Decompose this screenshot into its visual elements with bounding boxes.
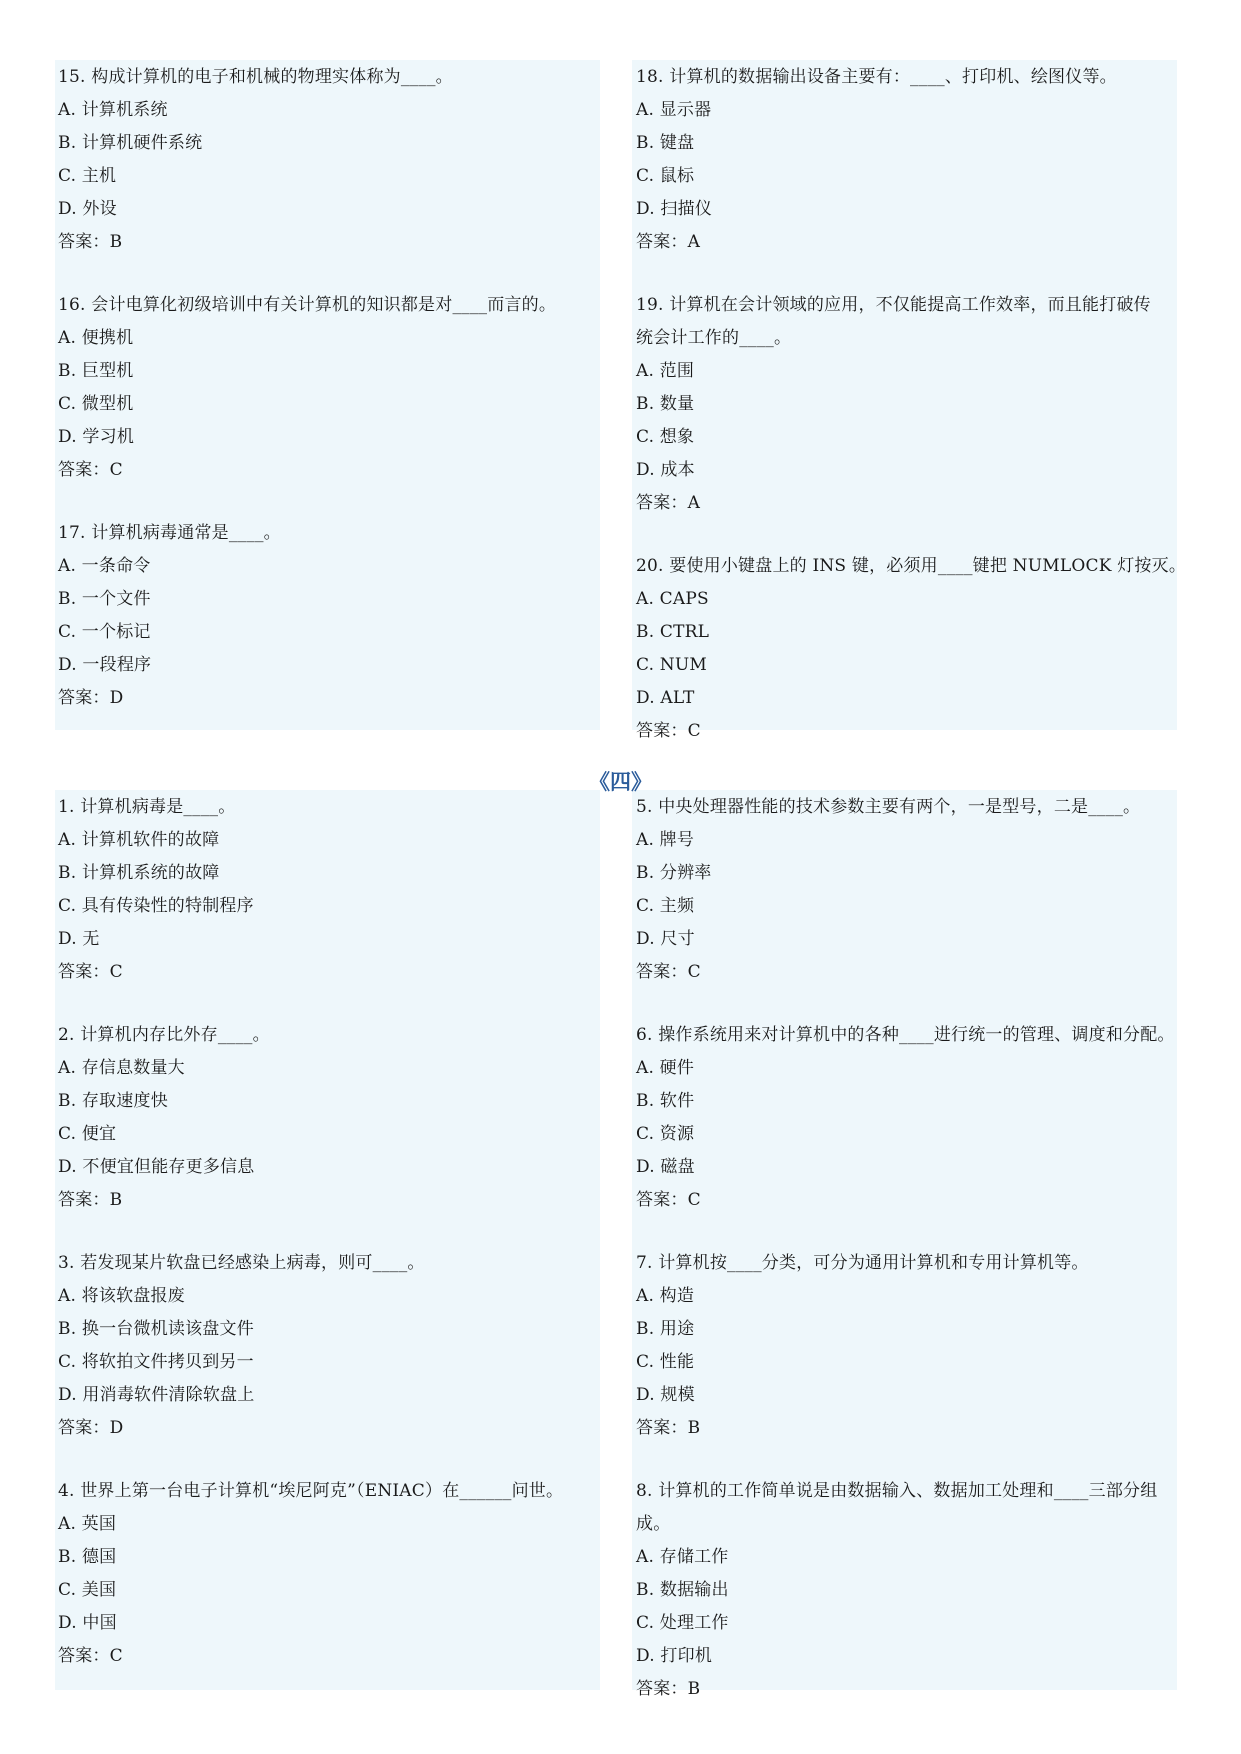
answer-option: A. 一条命令	[58, 556, 151, 576]
answer-key: 答案：C	[58, 460, 123, 480]
question-stem: 16. 会计电算化初级培训中有关计算机的知识都是对____而言的。	[58, 295, 557, 315]
question-stem: 成。	[636, 1514, 671, 1534]
answer-option: A. 存信息数量大	[58, 1058, 185, 1078]
answer-key: 答案：A	[636, 232, 701, 252]
answer-option: D. 尺寸	[636, 929, 695, 949]
answer-option: A. 将该软盘报废	[58, 1286, 185, 1306]
answer-option: A. 牌号	[636, 830, 695, 850]
question-block	[636, 61, 1196, 259]
answer-option: B. 数量	[636, 394, 695, 414]
question-stem: 6. 操作系统用来对计算机中的各种____进行统一的管理、调度和分配。	[636, 1025, 1175, 1045]
question-stem: 17. 计算机病毒通常是____。	[58, 523, 281, 543]
answer-option: C. 性能	[636, 1352, 695, 1372]
answer-option: C. 鼠标	[636, 166, 695, 186]
answer-option: B. 计算机硬件系统	[58, 133, 203, 153]
question-stem: 5. 中央处理器性能的技术参数主要有两个，一是型号，二是____。	[636, 797, 1141, 817]
question-stem: 3. 若发现某片软盘已经感染上病毒，则可____。	[58, 1253, 425, 1273]
question-block	[636, 1019, 1196, 1217]
answer-key: 答案：B	[636, 1679, 701, 1699]
question-block	[58, 1475, 598, 1673]
question-stem: 1. 计算机病毒是____。	[58, 797, 236, 817]
answer-option: B. 用途	[636, 1319, 695, 1339]
question-block	[636, 1247, 1196, 1445]
question-block	[58, 1247, 598, 1445]
answer-option: A. 硬件	[636, 1058, 695, 1078]
answer-option: D. ALT	[636, 688, 695, 708]
answer-key: 答案：C	[636, 962, 701, 982]
answer-option: D. 学习机	[58, 427, 135, 447]
question-stem: 4. 世界上第一台电子计算机“埃尼阿克”（ENIAC）在______问世。	[58, 1481, 564, 1501]
answer-key: 答案：B	[58, 1190, 123, 1210]
answer-option: D. 一段程序	[58, 655, 152, 675]
answer-option: B. 巨型机	[58, 361, 134, 381]
answer-option: D. 中国	[58, 1613, 117, 1633]
question-spacer	[636, 259, 1196, 289]
answer-option: C. 美国	[58, 1580, 117, 1600]
answer-option: A. 构造	[636, 1286, 695, 1306]
upper-left-column	[58, 61, 598, 715]
question-stem: 19. 计算机在会计领域的应用，不仅能提高工作效率，而且能打破传	[636, 295, 1151, 315]
question-stem: 统会计工作的____。	[636, 328, 792, 348]
answer-key: 答案：B	[636, 1418, 701, 1438]
question-spacer	[58, 1445, 598, 1475]
question-block	[636, 550, 1196, 748]
answer-option: B. CTRL	[636, 622, 710, 642]
answer-option: D. 无	[58, 929, 100, 949]
answer-option: B. 数据输出	[636, 1580, 729, 1600]
answer-option: B. 计算机系统的故障	[58, 863, 220, 883]
answer-option: C. 主机	[58, 166, 117, 186]
question-stem: 18. 计算机的数据输出设备主要有：____、打印机、绘图仪等。	[636, 67, 1117, 87]
answer-option: A. 计算机软件的故障	[58, 830, 220, 850]
question-stem: 2. 计算机内存比外存____。	[58, 1025, 270, 1045]
answer-option: B. 德国	[58, 1547, 117, 1567]
answer-key: 答案：C	[636, 1190, 701, 1210]
answer-option: A. 显示器	[636, 100, 712, 120]
answer-option: B. 键盘	[636, 133, 695, 153]
question-block	[636, 289, 1196, 520]
answer-key: 答案：D	[58, 1418, 124, 1438]
answer-option: C. 处理工作	[636, 1613, 729, 1633]
question-block	[58, 61, 598, 259]
answer-option: D. 外设	[58, 199, 117, 219]
question-block	[58, 1019, 598, 1217]
question-spacer	[58, 487, 598, 517]
lower-right-column	[636, 791, 1196, 1706]
answer-option: A. 存储工作	[636, 1547, 729, 1567]
answer-option: C. NUM	[636, 655, 708, 675]
answer-option: D. 磁盘	[636, 1157, 695, 1177]
question-block	[636, 791, 1196, 989]
answer-option: B. 一个文件	[58, 589, 151, 609]
answer-option: C. 主频	[636, 896, 695, 916]
answer-option: C. 具有传染性的特制程序	[58, 896, 254, 916]
answer-option: C. 便宜	[58, 1124, 117, 1144]
question-spacer	[636, 520, 1196, 550]
question-spacer	[636, 1445, 1196, 1475]
question-spacer	[58, 259, 598, 289]
answer-key: 答案：C	[58, 962, 123, 982]
question-block	[58, 517, 598, 715]
question-block	[58, 289, 598, 487]
answer-option: D. 成本	[636, 460, 695, 480]
answer-option: C. 资源	[636, 1124, 695, 1144]
answer-key: 答案：A	[636, 493, 701, 513]
answer-key: 答案：C	[58, 1646, 123, 1666]
question-spacer	[58, 989, 598, 1019]
answer-key: 答案：C	[636, 721, 701, 741]
answer-option: A. 英国	[58, 1514, 117, 1534]
answer-option: C. 想象	[636, 427, 695, 447]
answer-option: D. 用消毒软件清除软盘上	[58, 1385, 255, 1405]
answer-key: 答案：D	[58, 688, 124, 708]
question-block	[58, 791, 598, 989]
question-spacer	[58, 1217, 598, 1247]
question-stem: 15. 构成计算机的电子和机械的物理实体称为____。	[58, 67, 453, 87]
answer-option: B. 存取速度快	[58, 1091, 168, 1111]
question-stem: 20. 要使用小键盘上的 INS 键，必须用____键把 NUMLOCK 灯按灭。	[636, 556, 1187, 576]
answer-option: B. 软件	[636, 1091, 695, 1111]
answer-option: B. 换一台微机读该盘文件	[58, 1319, 254, 1339]
lower-left-column	[58, 791, 598, 1673]
answer-key: 答案：B	[58, 232, 123, 252]
answer-option: C. 将软拍文件拷贝到另一	[58, 1352, 254, 1372]
question-block	[636, 1475, 1196, 1706]
answer-option: D. 扫描仪	[636, 199, 713, 219]
answer-option: C. 一个标记	[58, 622, 151, 642]
question-spacer	[636, 989, 1196, 1019]
answer-option: A. 范围	[636, 361, 695, 381]
answer-option: D. 规模	[636, 1385, 695, 1405]
answer-option: D. 不便宜但能存更多信息	[58, 1157, 255, 1177]
answer-option: A. CAPS	[636, 589, 709, 609]
answer-option: C. 微型机	[58, 394, 134, 414]
question-spacer	[636, 1217, 1196, 1247]
section-title: 《四》	[589, 769, 652, 794]
answer-option: B. 分辨率	[636, 863, 712, 883]
question-stem: 8. 计算机的工作简单说是由数据输入、数据加工处理和____三部分组	[636, 1481, 1158, 1501]
answer-option: A. 便携机	[58, 328, 134, 348]
answer-option: A. 计算机系统	[58, 100, 168, 120]
answer-option: D. 打印机	[636, 1646, 713, 1666]
upper-right-column	[636, 61, 1196, 748]
question-stem: 7. 计算机按____分类，可分为通用计算机和专用计算机等。	[636, 1253, 1089, 1273]
